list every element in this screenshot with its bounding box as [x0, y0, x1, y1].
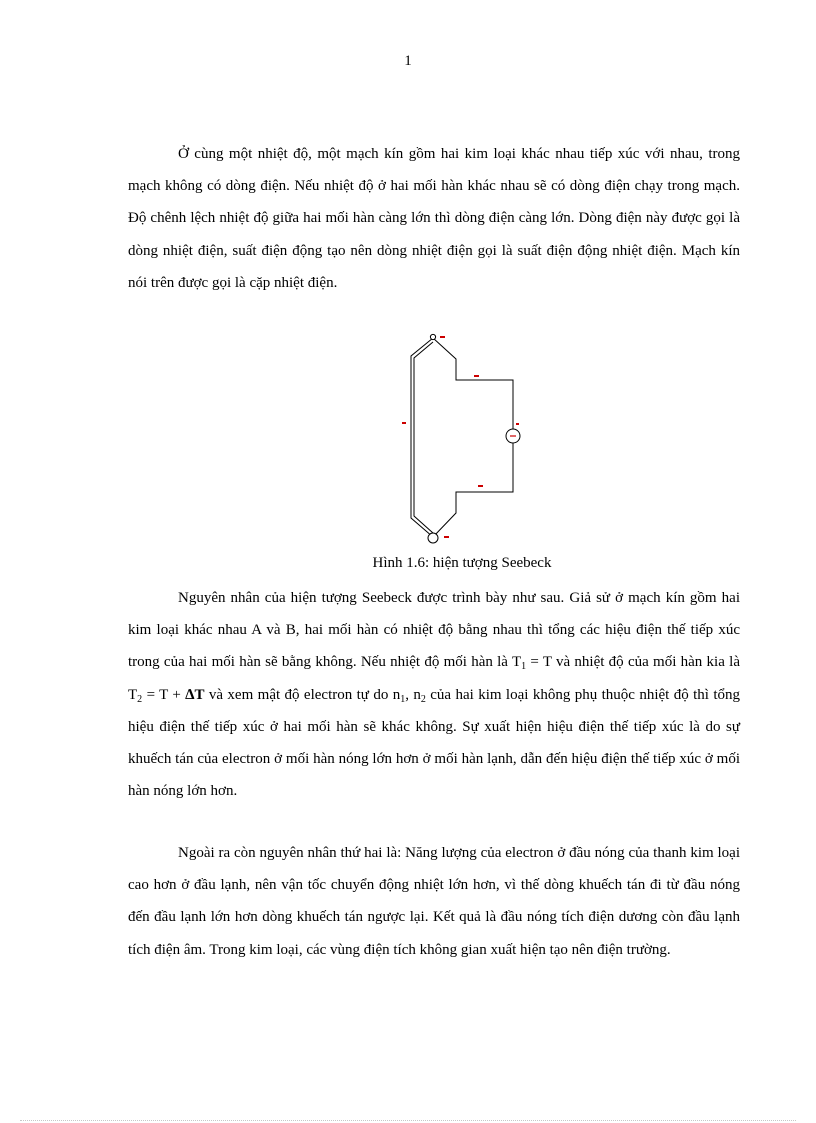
marker-galvanometer: [516, 423, 519, 425]
marker-top: [440, 336, 445, 338]
p2-sub-3: 1: [400, 693, 406, 705]
p2-text-3: = T +: [142, 686, 186, 703]
marker-left: [402, 422, 406, 424]
seebeck-circuit-figure: [395, 330, 530, 550]
p2-text-4: và xem mật độ electron tự do n: [204, 686, 401, 703]
page-number: 1: [404, 53, 412, 69]
page-bottom-rule: [20, 1120, 796, 1121]
figure-caption: Hình 1.6: hiện tượng Seebeck: [372, 555, 552, 571]
red-markers: [402, 336, 519, 538]
paragraph-second-cause: Ngoài ra còn nguyên nhân thứ hai là: Năng lượng của electron ở đầu nóng của thanh kim loại cao hơn ở đầu lạnh, nên vận tốc chuyển động nhiệt lớn hơn, vì thế dòng khuếch tán đi từ đầu nóng đến đầu lạnh lớn hơn dòng khuếch tán ngược lại. Kết quả là đầu nóng tích điện dương còn đầu lạnh tích điện âm. Trong kim loại, các vùng điện tích không gian xuất hiện tạo nên điện trường.: [128, 845, 740, 958]
marker-upper-right: [474, 375, 479, 377]
p2-text-6: của hai kim loại không phụ thuộc nhiệt độ thì tổng hiệu điện thế tiếp xúc ở hai mối hàn sẽ khác không. Sự xuất hiện hiệu điện thế tiếp xúc là do sự khuếch tán của electron ở mối hàn nóng lớn hơn ở mối hàn lạnh, dẫn đến hiệu điện thế tiếp xúc ở mối hàn nóng lớn hơn.: [128, 686, 741, 800]
seebeck-circuit-diagram: [395, 330, 530, 545]
p2-sub-4: 2: [420, 693, 426, 705]
marker-bottom: [444, 536, 449, 538]
p2-text-5: , n: [405, 686, 421, 703]
paragraph-seebeck-cause: [128, 582, 740, 807]
circuit-wires: [411, 338, 513, 537]
p2-delta-t: ∆T: [185, 686, 205, 703]
p2-sub-2: 2: [137, 693, 143, 705]
wire-b: [433, 338, 513, 537]
wire-a-inner: [414, 342, 433, 533]
p2-sub-1: 1: [521, 661, 527, 673]
p2-text-1: Nguyên nhân của hiện tượng Seebeck được trình bày như sau. Giả sử ở mạch kín gồm hai kim loại khác nhau A và B, hai mối hàn có nhiệt độ bằng nhau thì tổng các hiệu điện thế tiếp xúc trong của hai mối hàn sẽ bằng không. Nếu nhiệt độ mối hàn là T: [128, 590, 740, 671]
p2-text-2: = T và nhiệt độ của mối hàn kia là T: [128, 654, 740, 703]
paragraph-intro: Ở cùng một nhiệt độ, một mạch kín gồm hai kim loại khác nhau tiếp xúc với nhau, trong mạch không có dòng điện. Nếu nhiệt độ ở hai mối hàn khác nhau sẽ có dòng điện chạy trong mạch. Độ chênh lệch nhiệt độ giữa hai mối hàn càng lớn thì dòng điện càng lớn. Dòng điện này được gọi là dòng nhiệt điện, suất điện động tạo nên dòng nhiệt điện gọi là suất điện động nhiệt điện. Mạch kín nói trên được gọi là cặp nhiệt điện.: [128, 146, 740, 291]
junction-bottom: [428, 533, 438, 543]
marker-lower-right: [478, 485, 483, 487]
junction-top: [430, 334, 435, 339]
